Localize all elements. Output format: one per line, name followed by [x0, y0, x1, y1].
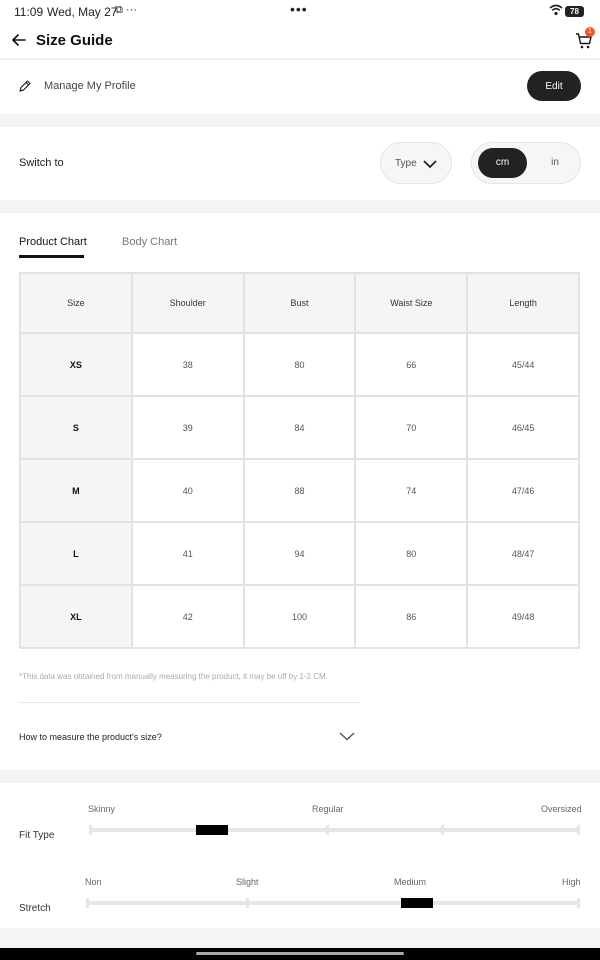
home-gesture-handle[interactable]	[196, 952, 404, 955]
fit-section	[0, 783, 600, 928]
table-cell: 74	[355, 459, 467, 522]
app-header	[0, 24, 600, 59]
table-header-row	[20, 273, 579, 333]
table-cell: 84	[244, 396, 356, 459]
manage-profile-label: Manage My Profile	[44, 80, 136, 92]
scale-tick	[441, 825, 444, 835]
table-cell: 45/44	[467, 333, 579, 396]
unit-toggle[interactable]	[471, 142, 581, 184]
table-cell: 100	[244, 585, 356, 648]
table-cell: 80	[244, 333, 356, 396]
table-cell: 86	[355, 585, 467, 648]
stretch-indicator	[401, 898, 433, 908]
size-cell: S	[20, 396, 132, 459]
table-cell: 94	[244, 522, 356, 585]
size-chart-section	[0, 213, 600, 770]
manage-profile-row	[0, 60, 600, 114]
battery-icon: 78	[565, 6, 584, 17]
scale-tick	[577, 898, 580, 908]
active-tab-indicator	[19, 255, 84, 258]
switch-to-label: Switch to	[19, 157, 64, 169]
table-row	[20, 459, 579, 522]
how-to-measure-toggle[interactable]: How to measure the product's size?	[19, 732, 162, 742]
unit-switch-row	[0, 127, 600, 200]
fit-type-scale	[89, 828, 580, 832]
scale-tick	[326, 825, 329, 835]
column-header: Size	[20, 273, 132, 333]
table-cell: 80	[355, 522, 467, 585]
table-cell: 70	[355, 396, 467, 459]
scale-tick	[577, 825, 580, 835]
stretch-label-slight: Slight	[236, 877, 259, 887]
scale-tick	[89, 825, 92, 835]
stretch-label-medium: Medium	[394, 877, 427, 887]
column-header: Length	[467, 273, 579, 333]
table-cell: 39	[132, 396, 244, 459]
table-cell: 48/47	[467, 522, 579, 585]
table-cell: 42	[132, 585, 244, 648]
cart-badge: 1	[585, 27, 595, 37]
table-cell: 47/46	[467, 459, 579, 522]
table-cell: 46/45	[467, 396, 579, 459]
window-dots-icon[interactable]: •••	[290, 1, 308, 17]
size-cell: L	[20, 522, 132, 585]
status-time: 11:09	[14, 5, 44, 19]
divider	[19, 702, 360, 703]
unit-cm-option[interactable]: cm	[478, 148, 527, 178]
status-date: Wed, May 27	[47, 5, 118, 19]
fit-type-indicator	[196, 825, 228, 835]
tab-product-chart[interactable]: Product Chart	[19, 236, 87, 248]
stretch-title: Stretch	[19, 903, 51, 914]
system-nav-bar	[0, 948, 600, 960]
table-cell: 40	[132, 459, 244, 522]
stretch-scale	[86, 901, 580, 905]
size-cell: M	[20, 459, 132, 522]
wifi-icon	[549, 4, 563, 16]
type-dropdown-label: Type	[395, 158, 417, 169]
table-cell: 41	[132, 522, 244, 585]
scale-tick	[246, 898, 249, 908]
table-row	[20, 522, 579, 585]
edit-pen-icon	[18, 79, 32, 93]
scale-tick	[86, 898, 89, 908]
fit-label-skinny: Skinny	[88, 804, 116, 814]
table-cell: 38	[132, 333, 244, 396]
fit-type-title: Fit Type	[19, 830, 55, 841]
table-cell: 88	[244, 459, 356, 522]
back-arrow-icon[interactable]	[9, 30, 29, 50]
page-title: Size Guide	[36, 32, 113, 49]
fit-label-regular: Regular	[312, 804, 344, 814]
table-row	[20, 333, 579, 396]
size-table	[19, 272, 580, 649]
chevron-down-icon[interactable]	[339, 731, 355, 741]
column-header: Bust	[244, 273, 356, 333]
fit-label-oversized: Oversized	[541, 804, 582, 814]
table-row	[20, 585, 579, 648]
stretch-label-non: Non	[85, 877, 102, 887]
edit-profile-button[interactable]: Edit	[527, 71, 581, 101]
size-cell: XS	[20, 333, 132, 396]
stretch-label-high: High	[562, 877, 581, 887]
status-bar	[0, 0, 600, 24]
chevron-down-icon	[423, 159, 437, 169]
table-cell: 49/48	[467, 585, 579, 648]
status-notification-icons: ⧉ ···	[115, 4, 137, 16]
measurement-note: *This data was obtained from manually measuring the product, it may be off by 1-2 CM.	[19, 672, 328, 681]
table-row	[20, 396, 579, 459]
unit-in-option[interactable]: in	[551, 157, 559, 168]
tab-body-chart[interactable]: Body Chart	[122, 236, 178, 248]
size-cell: XL	[20, 585, 132, 648]
table-cell: 66	[355, 333, 467, 396]
column-header: Waist Size	[355, 273, 467, 333]
type-dropdown[interactable]	[380, 142, 452, 184]
column-header: Shoulder	[132, 273, 244, 333]
